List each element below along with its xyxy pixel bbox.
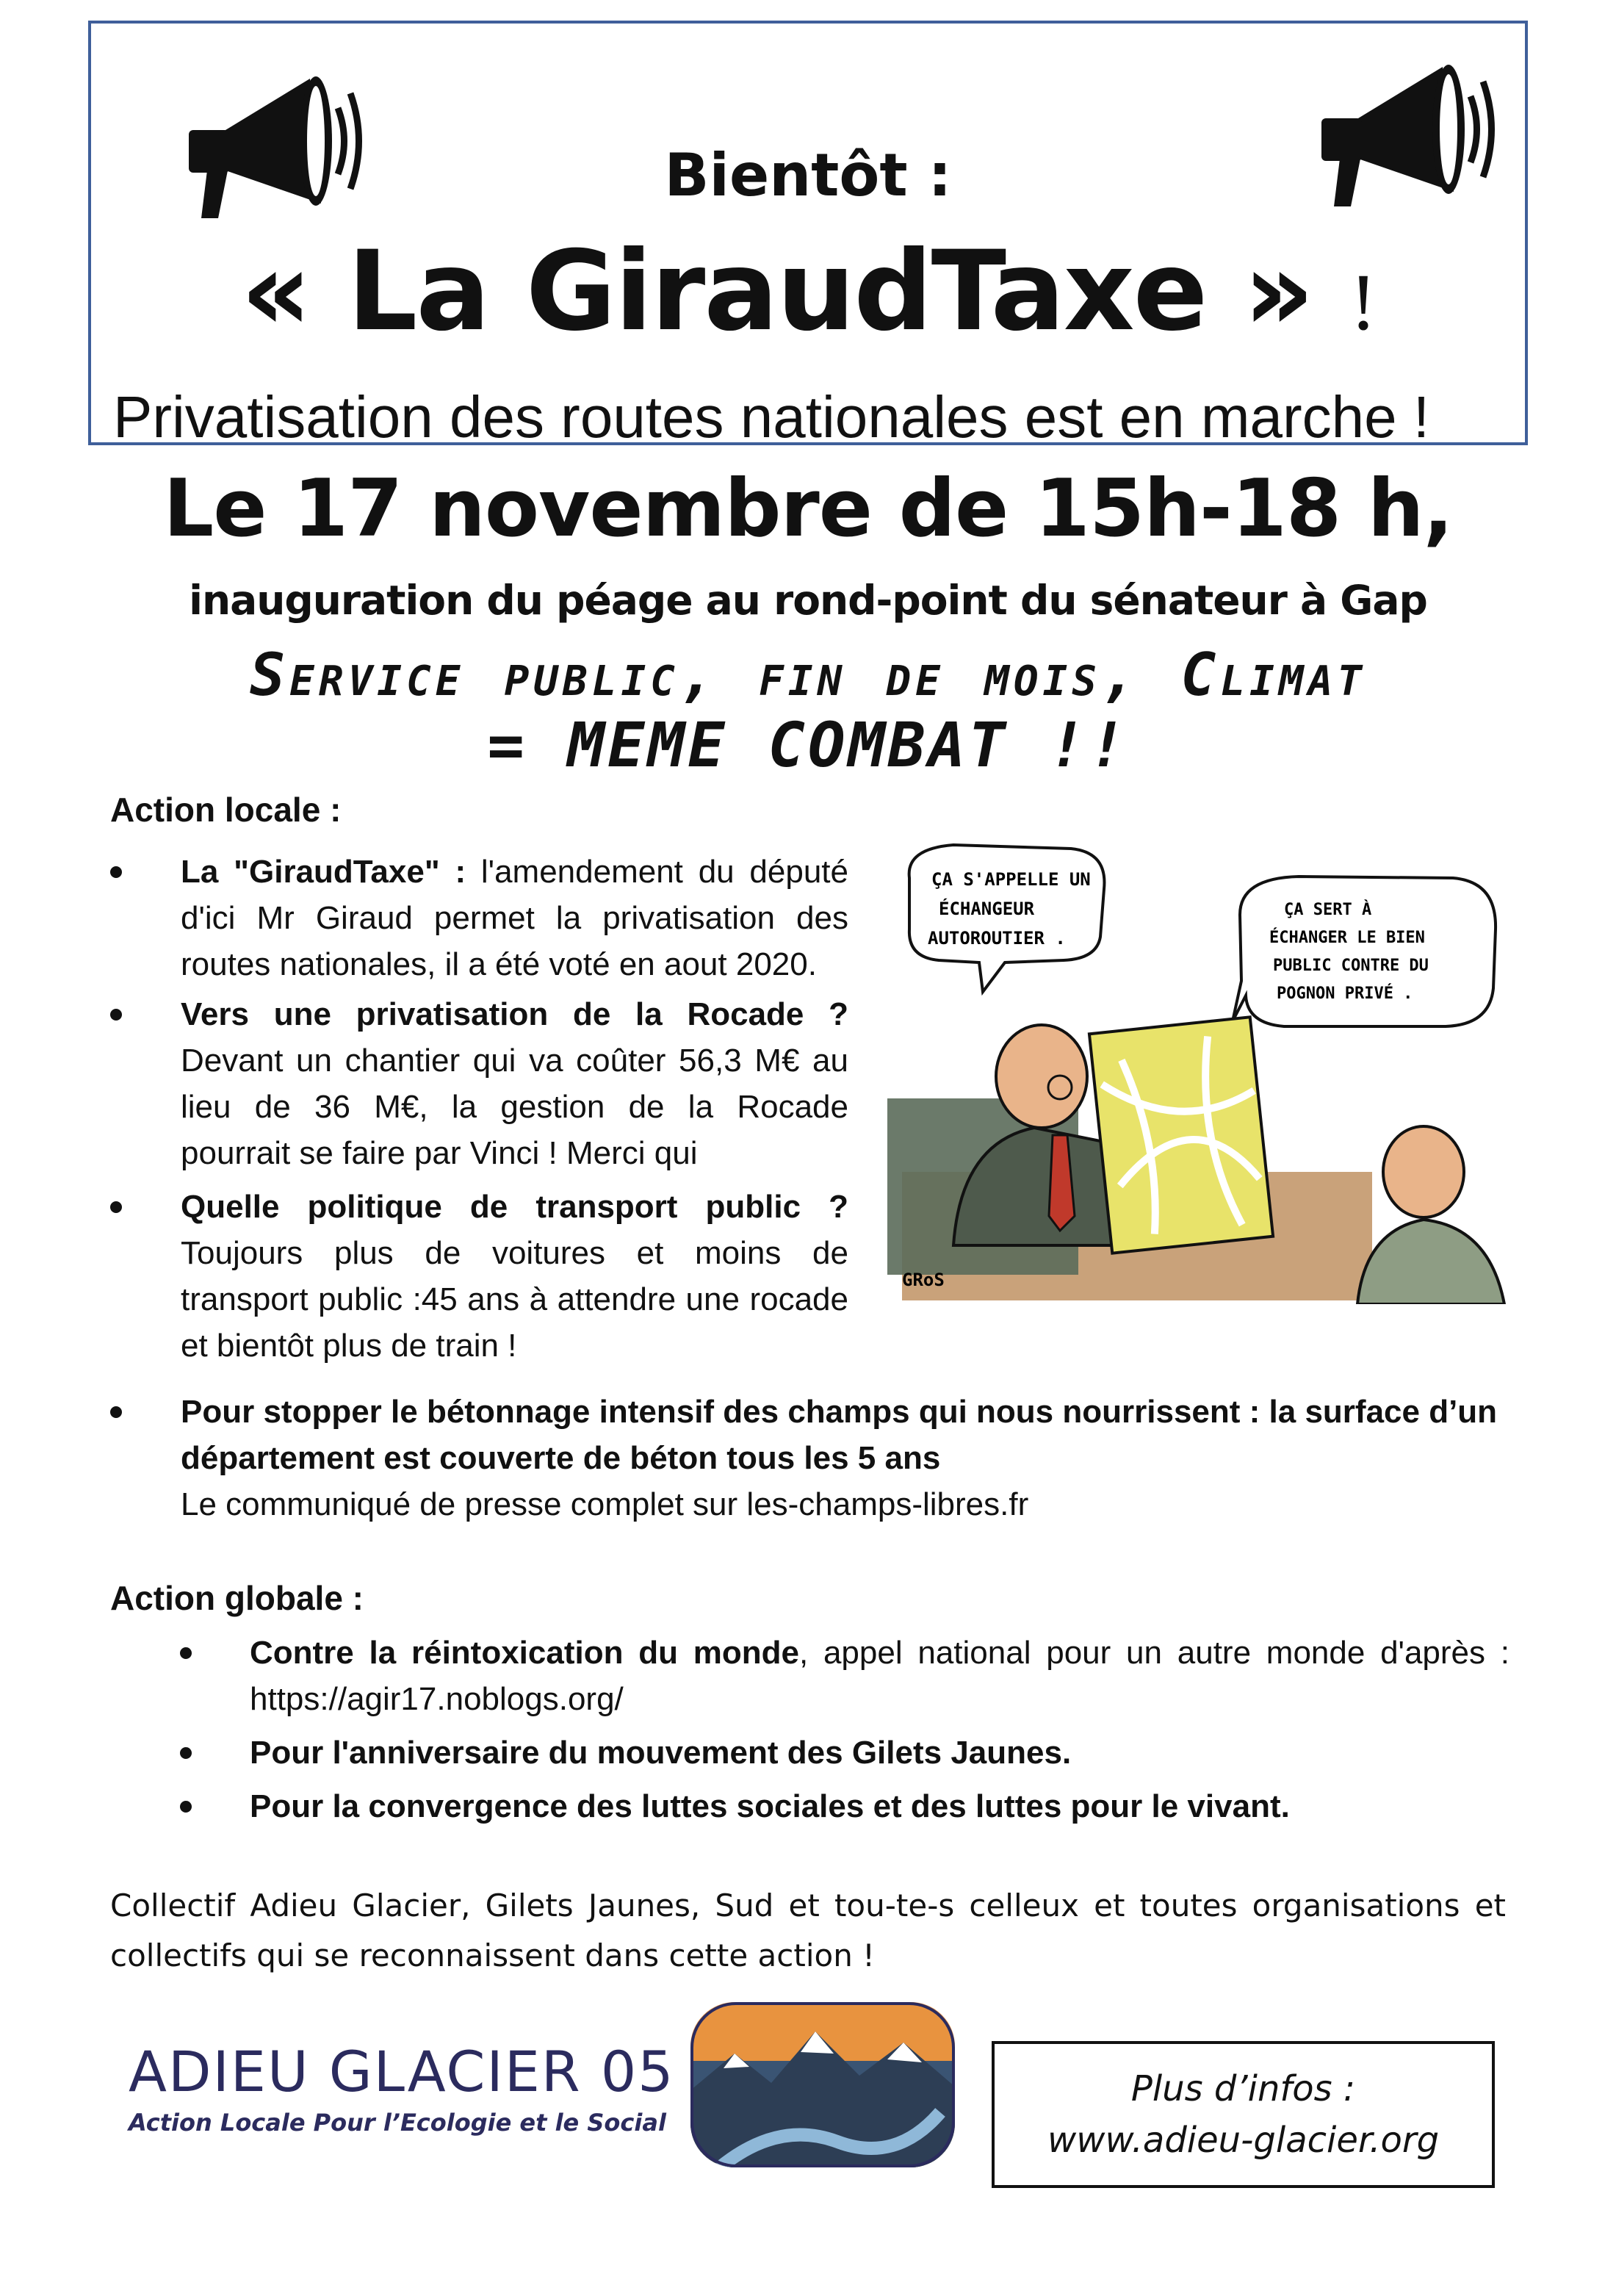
list-item <box>110 1184 848 1369</box>
item-heading: La "GiraudTaxe" : <box>181 854 466 890</box>
header-title-main: « La GiraudTaxe » <box>240 228 1350 356</box>
road-map-shape <box>1089 1017 1273 1253</box>
bullet-icon <box>110 1406 122 1418</box>
bullet-icon <box>110 1009 122 1021</box>
bullet-icon <box>110 866 122 878</box>
list-item <box>110 1389 1513 1527</box>
man-head-shape <box>1383 1126 1464 1217</box>
action-locale-list-wide <box>110 1389 1513 1530</box>
bullet-icon <box>180 1647 192 1659</box>
list-item <box>180 1783 1509 1829</box>
header-title-excl: ! <box>1349 257 1376 347</box>
item-heading: Vers une privatisation de la Rocade ? <box>181 996 848 1032</box>
bubble1-line: ÉCHANGEUR <box>939 899 1035 919</box>
header-box <box>88 21 1528 450</box>
bubble1-line: ÇA S'APPELLE UN <box>931 869 1091 890</box>
adieu-glacier-logo-icon <box>690 2002 955 2167</box>
footer-brand <box>129 2039 675 2137</box>
action-locale-list <box>110 849 848 1372</box>
item-heading: Quelle politique de transport public ? <box>181 1189 848 1225</box>
action-locale-title: Action locale : <box>110 791 342 829</box>
action-globale-title: Action globale : <box>110 1579 364 1617</box>
man-head-shape <box>996 1025 1087 1128</box>
infos-url[interactable]: www.adieu-glacier.org <box>1047 2120 1440 2161</box>
event-date: Le 17 novembre de 15h-18 h, <box>163 463 1453 555</box>
infos-box <box>992 2041 1495 2188</box>
list-item <box>180 1730 1509 1776</box>
list-item <box>180 1630 1509 1722</box>
bullet-icon <box>180 1801 192 1813</box>
bubble2-line: ÉCHANGER LE BIEN <box>1269 929 1425 947</box>
action-globale-list <box>180 1630 1509 1832</box>
slogan-line-1: Service public, fin de mois, Climat <box>249 641 1367 709</box>
list-item <box>110 991 848 1181</box>
speech-bubble-shape <box>1233 877 1496 1026</box>
cartoon-signature: GRoS <box>902 1270 945 1290</box>
closing-text: Collectif Adieu Glacier, Gilets Jaunes, Sud et tou-te-s celleux et toutes organisations et collectifs qui se reconnaissent dans cette action ! <box>110 1887 1506 1973</box>
bubble2-line: POGNON PRIVÉ . <box>1277 985 1413 1003</box>
header-title <box>91 228 1525 356</box>
item-heading: Pour l'anniversaire du mouvement des Gilets Jaunes. <box>250 1735 1072 1771</box>
header-bientot: Bientôt : <box>664 141 952 209</box>
cartoon-illustration <box>887 834 1519 1304</box>
item-text: Le communiqué de presse complet sur les-champs-libres.fr <box>181 1486 1029 1522</box>
item-text: l'amendement du député d'ici Mr Giraud permet la privatisation des routes nationales, il a été voté en aout 2020. <box>181 854 848 982</box>
item-text: , appel national pour un autre monde d'après : https://agir17.noblogs.org/ <box>250 1635 1509 1717</box>
event-location: inauguration du péage au rond-point du sénateur à Gap <box>189 577 1427 624</box>
list-item <box>110 849 848 988</box>
item-heading: Pour la convergence des luttes sociales et des luttes pour le vivant. <box>250 1788 1290 1824</box>
bubble1-line: AUTOROUTIER . <box>928 928 1066 949</box>
item-heading: Contre la réintoxication du monde <box>250 1635 799 1671</box>
item-text: Toujours plus de voitures et moins de transport public :45 ans à attendre une rocade et bientôt plus de train ! <box>181 1235 848 1364</box>
item-heading: Pour stopper le bétonnage intensif des champs qui nous nourrissent : la surface d’un département est couverte de béton tous les 5 ans <box>181 1394 1498 1476</box>
infos-label: Plus d’infos : <box>1130 2068 1356 2109</box>
slogan-line-2: = MEME COMBAT !! <box>487 709 1129 781</box>
bubble2-line: ÇA SERT À <box>1284 901 1372 919</box>
brand-tagline: Action Locale Pour l’Ecologie et le Social <box>129 2109 666 2137</box>
header-subtitle: Privatisation des routes nationales est en marche ! <box>113 384 1430 450</box>
brand-name: ADIEU GLACIER 05 <box>129 2039 675 2104</box>
bubble2-line: PUBLIC CONTRE DU <box>1273 957 1429 975</box>
item-text: Devant un chantier qui va coûter 56,3 M€ au lieu de 36 M€, la gestion de la Rocade pourrait se faire par Vinci ! Merci qui <box>181 1043 848 1171</box>
bullet-icon <box>180 1747 192 1759</box>
bullet-icon <box>110 1201 122 1213</box>
